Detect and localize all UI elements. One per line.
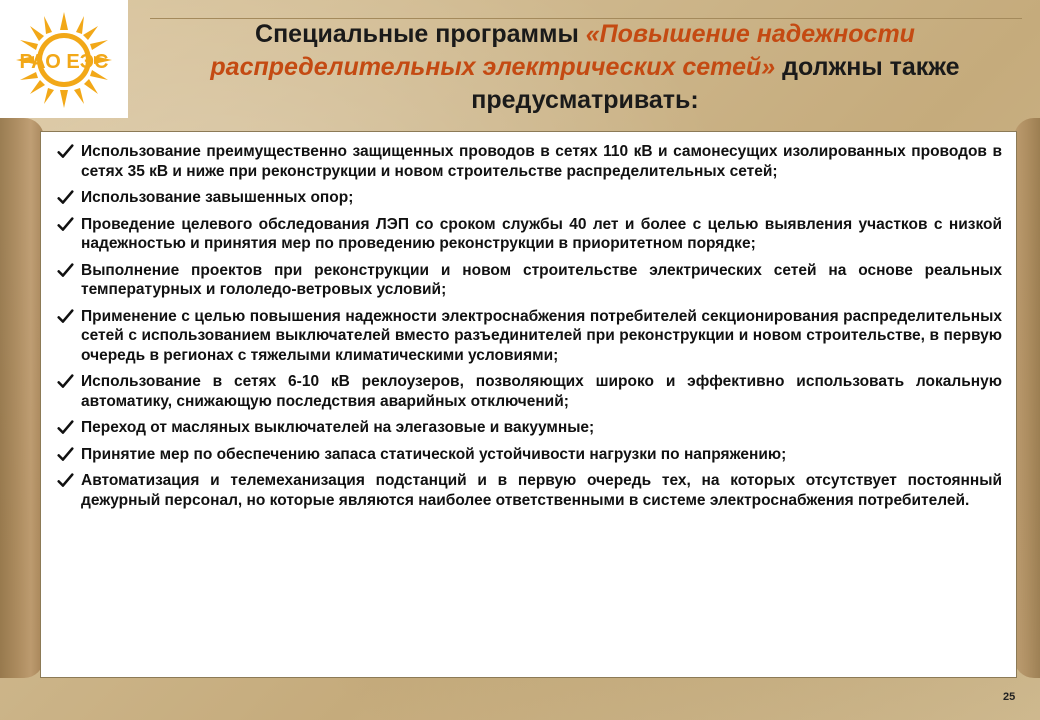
logo-text: РАО ЕЭС (19, 51, 109, 73)
list-item (51, 471, 1002, 510)
list-item-text: Применение с целью повышения надежности электроснабжения потребителей секционирования распределительных сетей с использованием выключателей вместо разъединителей при реконструкции и новом строительстве, в первую очередь в регионах с тяжелыми климатическими условиями; (81, 307, 1002, 364)
list-item (51, 188, 1002, 208)
checkmark-icon (57, 419, 74, 436)
list-item-text: Проведение целевого обследования ЛЭП со сроком службы 40 лет и более с целью выявления участков с низкой надежностью и принятия мер по проведению реконструкции в приоритетном порядке; (81, 215, 1002, 252)
list-item-text: Принятие мер по обеспечению запаса статической устойчивости нагрузки по напряжению; (81, 445, 787, 463)
checkmark-icon (57, 143, 74, 160)
sun-logo-icon (12, 8, 116, 112)
list-item-text: Использование в сетях 6-10 кВ реклоузеров, позволяющих широко и эффективно использовать локальную автоматику, снижающую последствия аварийных отключений; (81, 373, 1002, 410)
list-item-text: Автоматизация и телемеханизация подстанций и в первую очередь тех, на которых отсутствует постоянный дежурный персонал, но которые являются наиболее ответственными в системе электроснабжения потребителей. (81, 472, 1002, 509)
slide-title (140, 18, 1030, 117)
list-item-text: Использование преимущественно защищенных проводов в сетях 110 кВ и самонесущих изолированных проводов в сетях 35 кВ и ниже при реконструкции и новом строительстве распределительных сетей; (81, 143, 1002, 180)
checkmark-icon (57, 446, 74, 463)
checkmark-icon (57, 472, 74, 489)
checkmark-icon (57, 373, 74, 390)
list-item (51, 215, 1002, 254)
list-item-text: Выполнение проектов при реконструкции и новом строительстве электрических сетей на основе реальных температурных и гололедо-ветровых условий; (81, 261, 1002, 298)
title-accent: «Повышение надежности распределительных электрических сетей» (210, 20, 915, 81)
content-panel (40, 131, 1017, 678)
title-part2: должны также предусматривать: (471, 53, 960, 114)
checkmark-icon (57, 189, 74, 206)
list-item (51, 418, 1002, 438)
list-item (51, 372, 1002, 411)
list-item-text: Использование завышенных опор; (81, 189, 354, 206)
checkmark-icon (57, 216, 74, 233)
scroll-right-decoration (1014, 118, 1040, 678)
list-item (51, 261, 1002, 300)
scroll-left-decoration (0, 118, 44, 678)
list-item (51, 142, 1002, 181)
list-item (51, 307, 1002, 366)
title-part1: Специальные программы (255, 20, 586, 48)
list-item-text: Переход от масляных выключателей на элегазовые и вакуумные; (81, 419, 595, 436)
page-number: 25 (1003, 691, 1016, 703)
checkmark-icon (57, 308, 74, 325)
logo-box (0, 0, 128, 118)
list-item (51, 445, 1002, 465)
checkmark-icon (57, 262, 74, 279)
